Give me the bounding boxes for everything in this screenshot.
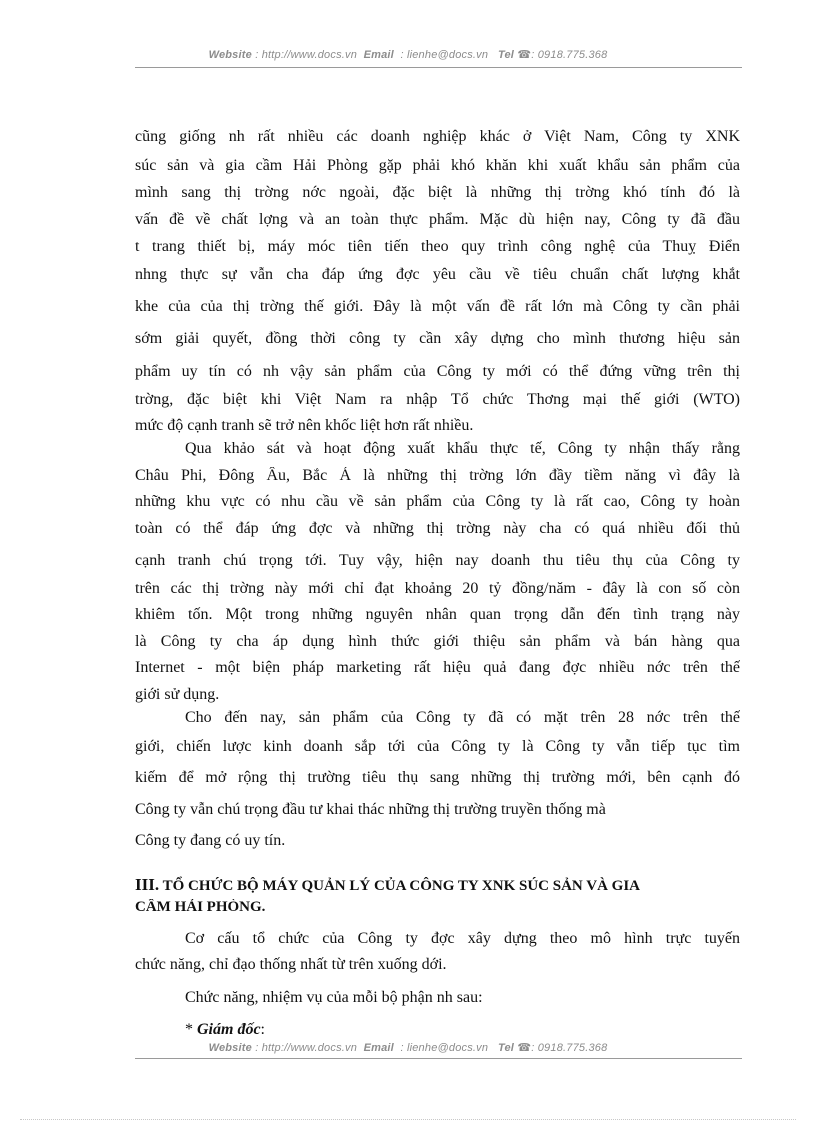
website-value: : http://www.docs.vn bbox=[255, 1042, 358, 1054]
paragraph-line: Cơ cấu tổ chức của Công ty đợc xây dựng theo mô hình trực tuyến bbox=[185, 930, 740, 947]
tel-value: ☎: 0918.775.368 bbox=[517, 1042, 608, 1054]
website-label: Website bbox=[208, 1042, 252, 1054]
paragraph-line: Chức năng, nhiệm vụ của mỗi bộ phận nh sau: bbox=[185, 989, 483, 1006]
paragraph-line: phẩm uy tín có nh vậy sản phẩm của Công ty mới có thể đứng vững trên thị bbox=[135, 363, 740, 380]
page-break-line bbox=[20, 1119, 796, 1120]
paragraph-line: nhng thực sự vẫn cha đáp ứng đợc yêu cầu về tiêu chuẩn chất lượng khắt bbox=[135, 266, 740, 283]
email-label: Email bbox=[363, 49, 394, 61]
website-value: : http://www.docs.vn bbox=[255, 49, 358, 61]
paragraph-line: kiếm để mở rộng thị trường tiêu thụ sang những thị trường mới, bên cạnh đó bbox=[135, 769, 740, 786]
list-item bbox=[135, 1021, 740, 1039]
paragraph-line: Cho đến nay, sản phẩm của Công ty đã có mặt trên 28 nớc trên thế bbox=[185, 709, 740, 726]
item-label: Giám đốc bbox=[197, 1021, 261, 1038]
paragraph-line: cũng giống nh rất nhiều các doanh nghiệp khác ở Việt Nam, Công ty XNK bbox=[135, 128, 740, 145]
paragraph-line: Châu Phi, Đông Âu, Bắc Á là những thị trờng lớn đầy tiềm năng vì đây là bbox=[135, 467, 740, 484]
paragraph-line: toàn có thể đáp ứng đợc và những thị trờng này cha có quá nhiều đối thủ bbox=[135, 520, 740, 537]
paragraph-line: cạnh tranh chú trọng tới. Tuy vậy, hiện nay doanh thu tiêu thụ của Công ty bbox=[135, 552, 740, 569]
paragraph-line: giới, chiến lược kinh doanh sắp tới của Công ty là Công ty vẫn tiếp tục tìm bbox=[135, 738, 740, 755]
website-label: Website bbox=[208, 49, 252, 61]
page-header bbox=[0, 48, 816, 61]
paragraph-line: Qua khảo sát và hoạt động xuất khẩu thực tế, Công ty nhận thấy rằng bbox=[185, 440, 740, 457]
section-number: III. bbox=[135, 875, 160, 894]
section-heading-cont: CẦM HẢI PHÒNG. bbox=[135, 899, 266, 915]
paragraph-line: súc sản và gia cầm Hải Phòng gặp phải khó khăn khi xuất khẩu sản phẩm của bbox=[135, 157, 740, 174]
section-title: TỔ CHỨC BỘ MÁY QUẢN LÝ CỦA CÔNG TY XNK SÚC SẢN VÀ GIA bbox=[162, 878, 640, 894]
tel-label: Tel bbox=[497, 1042, 515, 1054]
email-value: : lienhe@docs.vn bbox=[400, 1042, 489, 1054]
paragraph-line: giới sử dụng. bbox=[135, 686, 220, 703]
paragraph-line: chức năng, chỉ đạo thống nhất từ trên xuống dới. bbox=[135, 956, 447, 973]
item-colon: : bbox=[260, 1021, 265, 1038]
email-label: Email bbox=[363, 1042, 394, 1054]
paragraph-line: trên các thị trờng này mới chỉ đạt khoảng 20 tỷ đồng/năm - đây là con số còn bbox=[135, 580, 740, 597]
page-footer bbox=[0, 1041, 816, 1054]
paragraph-line: mức độ cạnh tranh sẽ trở nên khốc liệt hơn rất nhiều. bbox=[135, 417, 474, 434]
paragraph-line: trờng, đặc biệt khi Việt Nam ra nhập Tổ chức Thơng mại thế giới (WTO) bbox=[135, 391, 740, 408]
bullet: * bbox=[185, 1021, 193, 1038]
paragraph-line: khiêm tốn. Một trong những nguyên nhân quan trọng dẫn đến tình trạng này bbox=[135, 606, 740, 623]
section-heading bbox=[135, 875, 740, 895]
paragraph-line: những khu vực có nhu cầu về sản phẩm của Công ty là rất cao, Công ty hoàn bbox=[135, 493, 740, 510]
paragraph-line: Internet - một biện pháp marketing rất hiệu quả đang đợc nhiều nớc trên thế bbox=[135, 659, 740, 676]
paragraph-line: Công ty vẫn chú trọng đầu tư khai thác những thị trường truyền thống mà bbox=[135, 801, 606, 818]
paragraph-line: Công ty đang có uy tín. bbox=[135, 832, 286, 849]
header-rule bbox=[135, 67, 742, 68]
footer-rule bbox=[135, 1058, 742, 1059]
paragraph-line: khe của của thị trờng thế giới. Đây là một vấn đề rất lớn mà Công ty cần phải bbox=[135, 298, 740, 315]
paragraph-line: là Công ty cha áp dụng hình thức giới thiệu sản phẩm và bán hàng qua bbox=[135, 633, 740, 650]
tel-value: ☎: 0918.775.368 bbox=[517, 49, 608, 61]
paragraph-line: t trang thiết bị, máy móc tiên tiến theo quy trình công nghệ của Thuỵ Điển bbox=[135, 238, 740, 255]
tel-label: Tel bbox=[497, 49, 515, 61]
paragraph-line: vấn đề về chất lợng và an toàn thực phẩm. Mặc dù hiện nay, Công ty đã đầu bbox=[135, 211, 740, 228]
paragraph-line: mình sang thị trờng nớc ngoài, đặc biệt là những thị trờng khó tính đó là bbox=[135, 184, 740, 201]
paragraph-line: sớm giải quyết, đồng thời công ty cần xây dựng cho mình thương hiệu sản bbox=[135, 330, 740, 347]
email-value: : lienhe@docs.vn bbox=[400, 49, 489, 61]
